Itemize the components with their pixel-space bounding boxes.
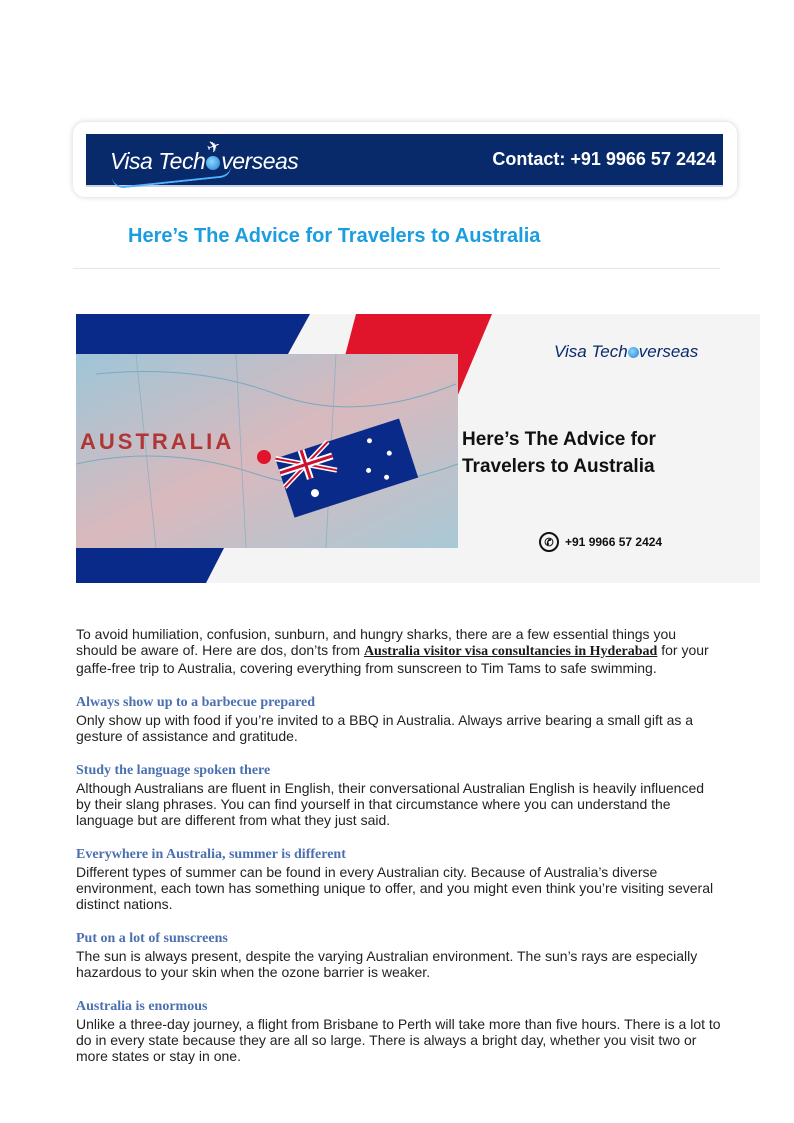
hero-logo	[554, 342, 698, 362]
article-body	[76, 626, 721, 1064]
visa-consultancy-link[interactable]: Australia visitor visa consultancies in Hyderabad	[363, 644, 658, 659]
intro-text-after: for your gaffe-free trip to Australia, covering everything from sunscreen to Tim Tams to safe swimming.	[76, 642, 709, 676]
section-heading: Put on a lot of sunscreens	[76, 931, 228, 946]
navy-stripe-top	[76, 314, 310, 354]
logo-text-a: Visa Tech	[110, 148, 206, 174]
section-body: Although Australians are fluent in English, their conversational Australian English is heavily influenced by their slang phrases. You can find yourself in that circumstance where you can understand the language but are different from what they just said.	[76, 780, 705, 828]
navy-stripe-bottom	[76, 548, 224, 583]
section-heading: Always show up to a barbecue prepared	[76, 695, 316, 710]
globe-icon	[628, 347, 639, 358]
hero-logo-text-a: Visa Tech	[554, 342, 628, 361]
section-heading: Australia is enormous	[76, 999, 208, 1014]
section-body: Unlike a three-day journey, a flight from Brisbane to Perth will take more than five hours. There is a lot to do in every state because they are all so large. There is always a bright day, whether you visit two or more states or stay in one.	[76, 1016, 721, 1064]
section-heading: Study the language spoken there	[76, 763, 271, 778]
section-enormous	[76, 999, 721, 1064]
hero-logo-text-b: verseas	[638, 342, 699, 361]
section-sunscreen	[76, 931, 721, 980]
phone-icon: ✆	[539, 532, 559, 552]
section-body: Different types of summer can be found in every Australian city. Because of Australia’s diverse environment, each town has something unique to offer, and you might even think you’re visiting several distinct nations.	[76, 864, 714, 912]
section-summer	[76, 847, 721, 912]
hero-heading-line2: Travelers to Australia	[462, 456, 655, 477]
intro-paragraph	[76, 626, 721, 676]
section-body: Only show up with food if you’re invited to a BBQ in Australia. Always arrive bearing a small gift as a gesture of assistance and gratitude.	[76, 712, 694, 744]
page-title: Here’s The Advice for Travelers to Australia	[128, 225, 541, 247]
section-heading: Everywhere in Australia, summer is different	[76, 847, 346, 862]
hero-phone	[539, 532, 662, 552]
hero-phone-number: +91 9966 57 2424	[565, 535, 663, 549]
hero-heading	[462, 426, 752, 480]
title-divider	[73, 268, 720, 269]
section-language	[76, 763, 721, 828]
airplane-icon: ✈	[204, 137, 224, 158]
contact-phone[interactable]: Contact: +91 9966 57 2424	[492, 149, 716, 169]
section-body: The sun is always present, despite the varying Australian environment. The sun’s rays are especially hazardous to your skin when the ozone barrier is weaker.	[76, 948, 698, 980]
map-pin	[257, 450, 271, 464]
logo-text-b: verseas	[221, 148, 299, 174]
section-barbecue	[76, 695, 721, 744]
intro-text-before: To avoid humiliation, confusion, sunburn, and hungry sharks, there are a few essential things you should be aware of. Here are dos, don’ts from	[76, 626, 677, 658]
hero-image	[76, 314, 760, 583]
map-label-australia: AUSTRALIA	[80, 429, 235, 454]
hero-heading-line1: Here’s The Advice for	[462, 429, 656, 450]
